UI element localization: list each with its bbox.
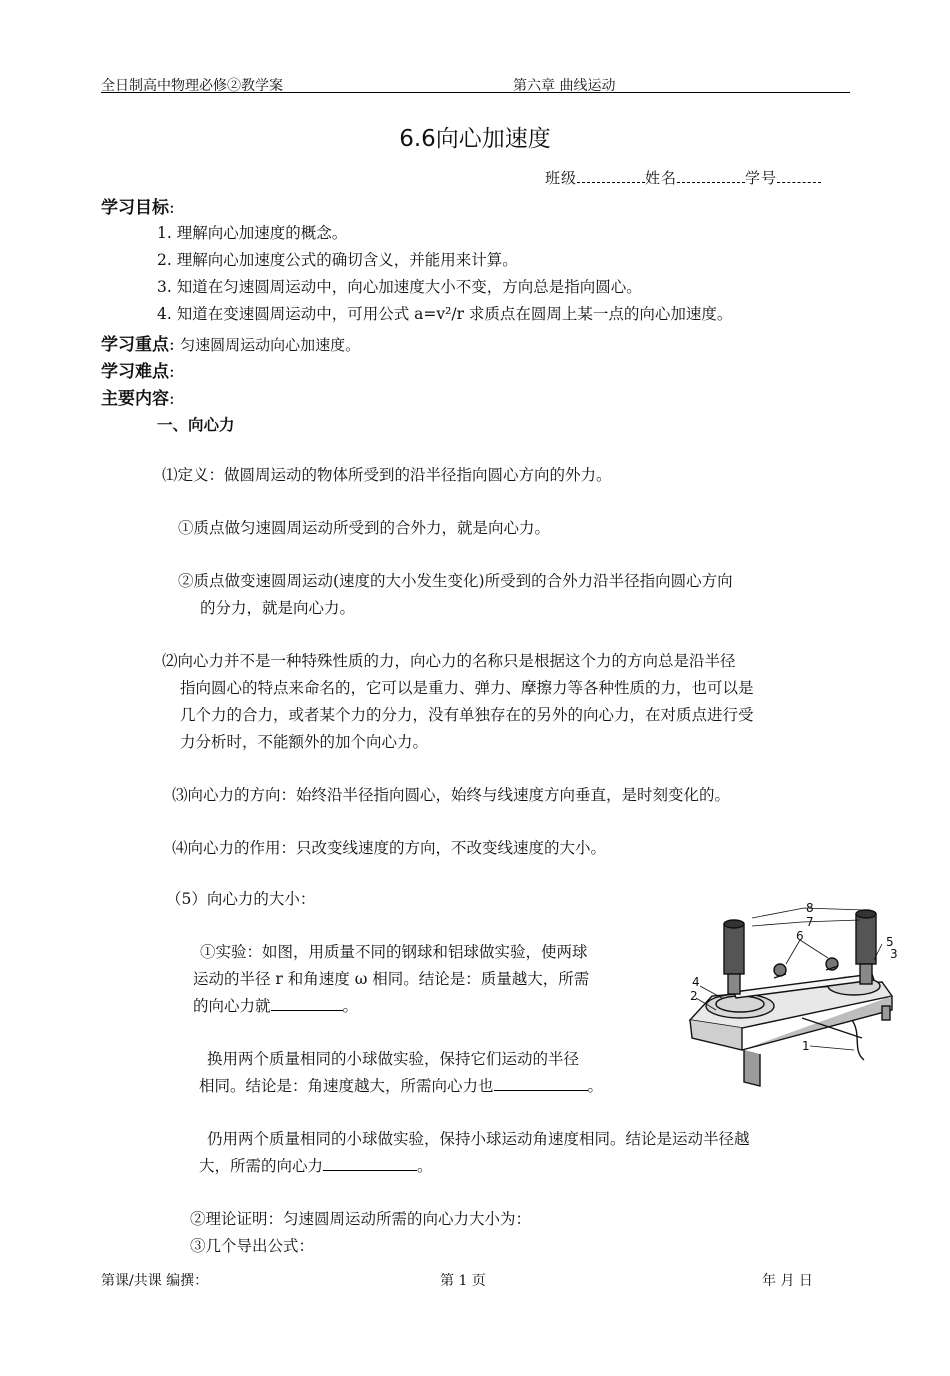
page-title: 6.6向心加速度	[399, 126, 551, 152]
crank-handle	[852, 1020, 864, 1060]
footer-date: 年 月 日	[762, 1273, 813, 1289]
definition: ⑴定义：做圆周运动的物体所受到的沿半径指向圆心方向的外力。	[162, 466, 612, 484]
class-label: 班级	[545, 169, 578, 187]
definition-item-1: ①质点做匀速圆周运动所受到的合外力，就是向心力。	[178, 519, 551, 537]
figure-label-5: 5	[886, 935, 894, 949]
answer-blank-3[interactable]	[323, 1156, 417, 1171]
para2-line-3: 几个力的合力，或者某个力的分力，没有单独存在的另外的向心力，在对质点进行受	[180, 706, 754, 724]
experiment-mid-line-1: 换用两个质量相同的小球做实验，保持它们运动的半径	[207, 1050, 580, 1068]
para2-line-4: 力分析时，不能额外的加个向心力。	[180, 733, 429, 751]
id-label: 学号	[745, 169, 778, 187]
definition-item-2-line-2: 的分力，就是向心力。	[200, 599, 356, 617]
header-rule	[101, 92, 850, 93]
answer-blank-2[interactable]	[494, 1076, 588, 1091]
header-left: 全日制高中物理必修②教学案	[101, 78, 283, 94]
figure-label-7: 7	[806, 915, 814, 929]
para5: （5）向心力的大小：	[166, 890, 316, 908]
apparatus-leg	[882, 1006, 890, 1020]
objective-item-3: 3. 知道在匀速圆周运动中，向心加速度大小不变，方向总是指向圆心。	[157, 278, 642, 296]
experiment-radius-line-2: 大，所需的向心力 。	[199, 1157, 433, 1175]
objective-item-1: 1. 理解向心加速度的概念。	[157, 224, 348, 242]
objective-item-2: 2. 理解向心加速度公式的确切含义，并能用来计算。	[157, 251, 518, 269]
figure-label-3: 3	[890, 947, 898, 961]
class-blank	[577, 170, 645, 183]
header-center: 第六章 曲线运动	[513, 78, 616, 94]
name-label: 姓名	[645, 169, 678, 187]
centripetal-force-apparatus-figure	[682, 900, 902, 1090]
para2-line-1: ⑵向心力并不是一种特殊性质的力，向心力的名称只是根据这个力的方向总是沿半径	[162, 652, 736, 670]
difficulty-heading: 学习难点:	[101, 362, 175, 382]
figure-label-4: 4	[692, 975, 700, 989]
para4: ⑷向心力的作用：只改变线速度的方向，不改变线速度的大小。	[172, 839, 607, 857]
key-point: 学习重点: 匀速圆周运动向心加速度。	[101, 335, 361, 355]
experiment-line-1: ①实验：如图，用质量不同的钢球和铝球做实验，使两球	[200, 943, 588, 961]
name-blank	[677, 170, 745, 183]
student-info	[545, 167, 821, 188]
para3: ⑶向心力的方向：始终沿半径指向圆心，始终与线速度方向垂直，是时刻变化的。	[172, 786, 731, 804]
id-blank	[777, 170, 821, 183]
figure-label-6: 6	[796, 929, 804, 943]
section1-title: 一、向心力	[157, 416, 235, 434]
experiment-line-2: 运动的半径 r 和角速度 ω 相同。结论是：质量越大，所需	[193, 970, 590, 988]
experiment-mid-line-2: 相同。结论是：角速度越大，所需向心力也 。	[199, 1077, 604, 1095]
objective-item-4: 4. 知道在变速圆周运动中，可用公式 a=v²/r 求质点在圆周上某一点的向心加速度。	[157, 305, 733, 323]
figure-label-8: 8	[806, 901, 814, 915]
figure-label-2: 2	[690, 989, 698, 1003]
sleeve-left	[724, 924, 744, 974]
definition-item-2-line-1: ②质点做变速圆周运动(速度的大小发生变化)所受到的合外力沿半径指向圆心方向	[178, 572, 733, 590]
footer-left: 第课/共课 编撰：	[101, 1273, 209, 1289]
figure-label-1: 1	[802, 1039, 810, 1053]
answer-blank-1[interactable]	[271, 996, 343, 1011]
derived-formulas: ③几个导出公式：	[190, 1237, 315, 1255]
main-content-heading: 主要内容:	[101, 389, 175, 409]
para2-line-2: 指向圆心的特点来命名的，它可以是重力、弹力、摩擦力等各种性质的力，也可以是	[180, 679, 754, 697]
theory-proof: ②理论证明：匀速圆周运动所需的向心力大小为：	[190, 1210, 532, 1228]
footer-page-number: 第 1 页	[440, 1273, 486, 1289]
objectives-heading: 学习目标:	[101, 198, 175, 218]
sleeve-right	[856, 914, 876, 964]
experiment-line-3: 的向心力就 。	[193, 997, 359, 1015]
apparatus-leg	[744, 1050, 760, 1086]
experiment-radius-line-1: 仍用两个质量相同的小球做实验，保持小球运动角速度相同。结论是运动半径越	[207, 1130, 750, 1148]
